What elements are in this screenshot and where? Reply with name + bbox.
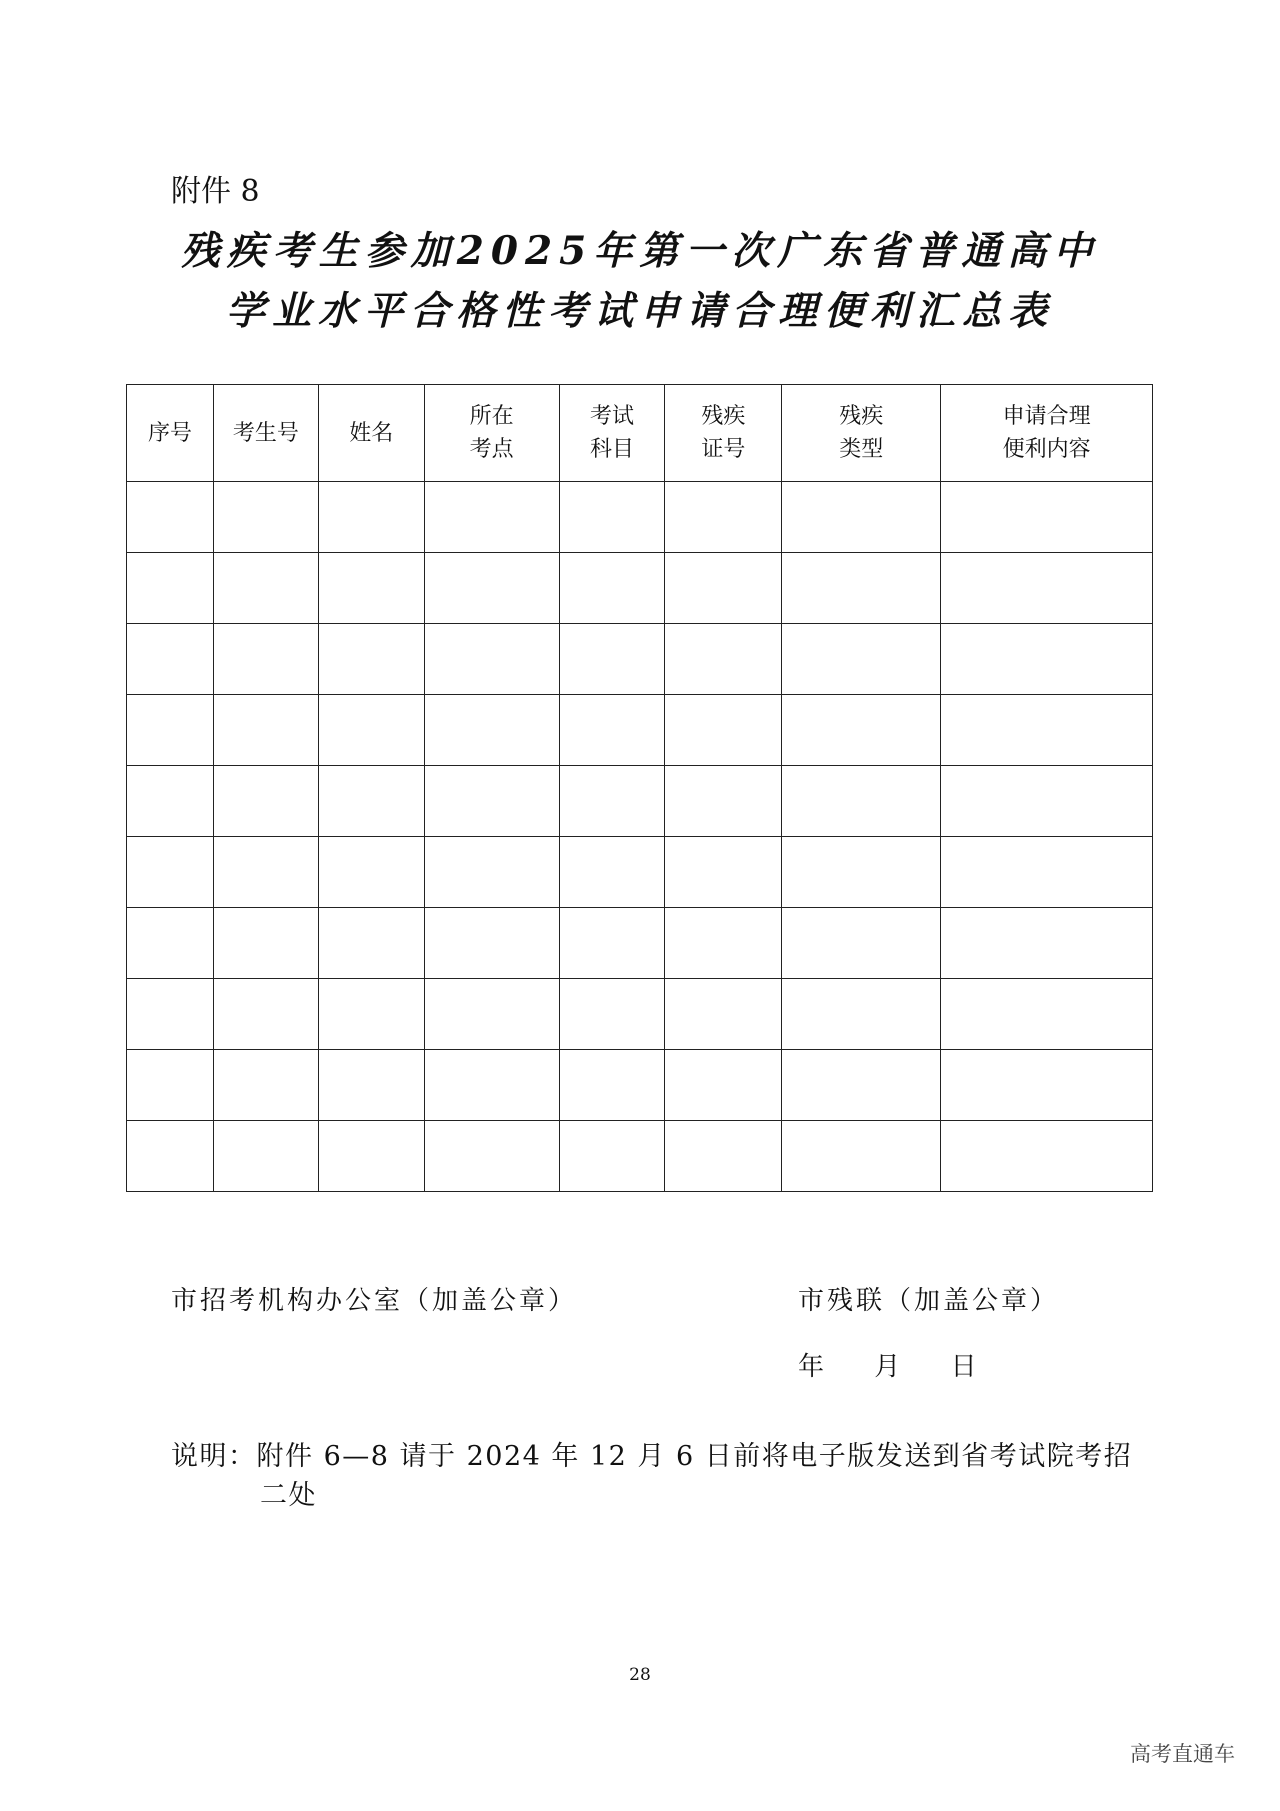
table-cell (782, 1121, 941, 1192)
table-cell (213, 695, 318, 766)
table-cell (665, 1121, 782, 1192)
table-cell (782, 766, 941, 837)
table-cell (559, 482, 665, 553)
table-cell (424, 1050, 559, 1121)
table-cell (665, 695, 782, 766)
column-header (782, 385, 941, 482)
table-cell (941, 1050, 1153, 1121)
table-row (127, 482, 1153, 553)
table-cell (665, 624, 782, 695)
table-cell (424, 908, 559, 979)
table-row (127, 979, 1153, 1050)
table-row (127, 695, 1153, 766)
table-cell (424, 695, 559, 766)
column-header-text: 考生号 (232, 420, 299, 446)
column-header-text: 姓名 (349, 420, 394, 446)
column-header-text: 考点 (469, 437, 514, 462)
table-cell (665, 766, 782, 837)
table-cell (127, 553, 214, 624)
table-cell (559, 837, 665, 908)
table-cell (941, 624, 1153, 695)
column-header (424, 385, 559, 482)
table-cell (782, 837, 941, 908)
table-cell (213, 766, 318, 837)
table-cell (318, 979, 424, 1050)
watermark: 高考直通车 (1130, 1742, 1235, 1766)
table-cell (213, 1121, 318, 1192)
table-row (127, 837, 1153, 908)
table-cell (318, 908, 424, 979)
column-header (941, 385, 1153, 482)
attachment-label: 附件 8 (171, 174, 260, 209)
table-cell (941, 908, 1153, 979)
table-cell (424, 553, 559, 624)
column-header-text: 科目 (590, 437, 635, 462)
column-header-text: 序号 (147, 420, 192, 446)
table-cell (213, 979, 318, 1050)
table-cell (559, 766, 665, 837)
table-row (127, 908, 1153, 979)
table-cell (424, 766, 559, 837)
table-cell (318, 553, 424, 624)
table-cell (318, 1121, 424, 1192)
table-cell (941, 837, 1153, 908)
column-header (665, 385, 782, 482)
table-row (127, 766, 1153, 837)
column-header (559, 385, 665, 482)
table-header-row (127, 385, 1153, 482)
summary-table (126, 384, 1153, 1192)
table-row (127, 553, 1153, 624)
table-cell (665, 482, 782, 553)
table-cell (559, 1050, 665, 1121)
table-cell (665, 1050, 782, 1121)
table-cell (665, 553, 782, 624)
column-header-text: 便利内容 (1002, 437, 1091, 462)
date-line (798, 1346, 1019, 1383)
table-cell (318, 837, 424, 908)
table-cell (941, 1121, 1153, 1192)
table-cell (213, 1050, 318, 1121)
table-cell (782, 553, 941, 624)
column-header (127, 385, 214, 482)
table-row (127, 1121, 1153, 1192)
table-row (127, 1050, 1153, 1121)
document-title-line1: 残疾考生参加2025年第一次广东省普通高中 (180, 228, 1100, 274)
table-cell (941, 553, 1153, 624)
table-cell (127, 908, 214, 979)
table-cell (127, 766, 214, 837)
note-line1: 说明：附件 6—8 请于 2024 年 12 月 6 日前将电子版发送到省考试院考招 (171, 1441, 1133, 1472)
column-header-text: 残疾 (701, 404, 746, 429)
column-header-text: 残疾 (839, 404, 884, 429)
table-cell (318, 695, 424, 766)
table-cell (424, 1121, 559, 1192)
table-cell (941, 979, 1153, 1050)
table-cell (941, 766, 1153, 837)
document-title-line2: 学业水平合格性考试申请合理便利汇总表 (225, 288, 1054, 334)
table-cell (127, 695, 214, 766)
date-year: 年 (798, 1352, 825, 1382)
column-header-text: 所在 (469, 404, 514, 429)
column-header-text: 申请合理 (1002, 404, 1091, 429)
table-cell (318, 1050, 424, 1121)
page-number: 28 (629, 1665, 651, 1685)
table-cell (941, 482, 1153, 553)
table-cell (559, 695, 665, 766)
table-cell (424, 624, 559, 695)
table-cell (127, 1121, 214, 1192)
table-cell (127, 1050, 214, 1121)
table-cell (213, 553, 318, 624)
table-cell (665, 837, 782, 908)
column-header-text: 考试 (590, 404, 635, 429)
table-cell (127, 979, 214, 1050)
column-header-text: 证号 (701, 437, 746, 462)
table-cell (213, 908, 318, 979)
table-cell (665, 979, 782, 1050)
table-cell (782, 1050, 941, 1121)
table-cell (127, 837, 214, 908)
date-month: 月 (874, 1352, 901, 1382)
table-cell (424, 482, 559, 553)
table-cell (318, 482, 424, 553)
table-cell (127, 624, 214, 695)
table-cell (559, 908, 665, 979)
table-cell (213, 482, 318, 553)
table-row (127, 624, 1153, 695)
exam-office-seal-label: 市招考机构办公室（加盖公章） (171, 1286, 578, 1316)
table-cell (559, 1121, 665, 1192)
table-cell (782, 908, 941, 979)
table-cell (213, 837, 318, 908)
table-cell (782, 695, 941, 766)
column-header-text: 类型 (839, 437, 884, 462)
table-cell (559, 624, 665, 695)
table-cell (127, 482, 214, 553)
table-cell (318, 766, 424, 837)
table-cell (318, 624, 424, 695)
table-cell (665, 908, 782, 979)
table-cell (782, 482, 941, 553)
note-line2: 二处 (260, 1480, 317, 1511)
table-cell (941, 695, 1153, 766)
table-cell (424, 837, 559, 908)
table-cell (782, 979, 941, 1050)
table-cell (559, 553, 665, 624)
disabled-federation-seal-label: 市残联（加盖公章） (798, 1286, 1060, 1316)
column-header (213, 385, 318, 482)
table-cell (782, 624, 941, 695)
table-cell (213, 624, 318, 695)
date-day: 日 (950, 1352, 977, 1382)
table-cell (424, 979, 559, 1050)
column-header (318, 385, 424, 482)
table-cell (559, 979, 665, 1050)
